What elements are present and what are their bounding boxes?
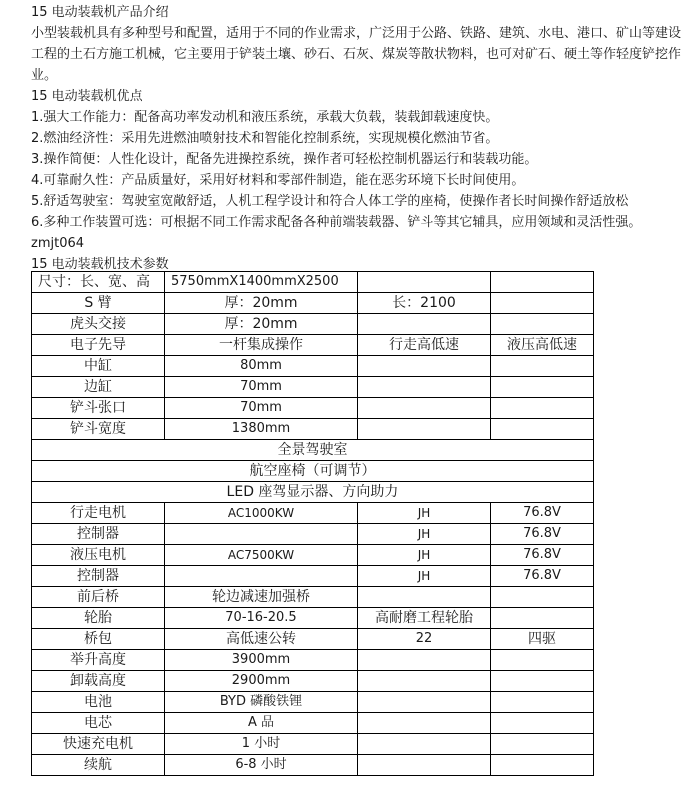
spec-value: A 品 [165,713,358,734]
spec-label: 前后桥 [32,587,165,608]
spec-label: 举升高度 [32,650,165,671]
spec-merged-cell: LED 座驾显示器、方向助力 [32,482,594,503]
spec-label: 边缸 [32,377,165,398]
spec-cell [491,713,594,734]
intro-text: 小型装载机具有多种型号和配置，适用于不同的作业需求，广泛用于公路、铁路、建筑、水电、港口、矿山等建设工程的土石方施工机械，它主要用于铲装土壤、砂石、石灰、煤炭等散状物料，也可对矿石、硬土等作轻度铲挖作业。 [31,26,682,83]
spec-cell [358,419,491,440]
spec-cell [358,272,491,293]
spec-label: 轮胎 [32,608,165,629]
spec-cell [491,419,594,440]
spec-cell: 四驱 [491,629,594,650]
spec-label: 控制器 [32,524,165,545]
spec-cell [358,587,491,608]
spec-value [165,524,358,545]
spec-cell [358,650,491,671]
table-row [32,440,594,461]
table-row [32,524,594,545]
table-row [32,377,594,398]
spec-value: BYD 磷酸铁锂 [165,692,358,713]
spec-cell [358,314,491,335]
table-row [32,608,594,629]
advantage-item: 6.多种工作装置可选：可根据不同工作需求配备各种前端装载器、铲斗等其它辅具，应用领域和灵活性强。 [31,215,642,230]
spec-value: 1 小时 [165,734,358,755]
spec-label: 电池 [32,692,165,713]
table-row [32,503,594,524]
spec-cell [358,356,491,377]
spec-value: 2900mm [165,671,358,692]
table-row [32,734,594,755]
spec-label: 虎头交接 [32,314,165,335]
spec-cell: 行走高低速 [358,335,491,356]
table-row [32,293,594,314]
spec-value: 1380mm [165,419,358,440]
spec-table [31,271,594,776]
table-row [32,566,594,587]
spec-cell [491,377,594,398]
spec-cell: 76.8V [491,545,594,566]
spec-value: AC1000KW [165,503,358,524]
spec-label: 液压电机 [32,545,165,566]
spec-cell [491,671,594,692]
spec-cell [491,755,594,776]
spec-cell [358,734,491,755]
spec-cell: 76.8V [491,566,594,587]
document-body [31,2,693,275]
table-row [32,755,594,776]
intro-title: 15 电动装载机产品介绍 [31,5,169,20]
spec-label: 中缸 [32,356,165,377]
spec-cell [491,293,594,314]
table-row [32,587,594,608]
spec-cell [491,356,594,377]
spec-cell [491,734,594,755]
spec-label: 控制器 [32,566,165,587]
spec-cell [491,272,594,293]
spec-cell: JH [358,524,491,545]
spec-value [165,566,358,587]
spec-cell [491,398,594,419]
spec-cell [358,755,491,776]
spec-cell [491,587,594,608]
table-row [32,461,594,482]
spec-value: 70-16-20.5 [165,608,358,629]
table-row [32,335,594,356]
spec-cell [358,377,491,398]
spec-value: 厚：20mm [165,293,358,314]
table-row [32,314,594,335]
table-row [32,419,594,440]
spec-cell: JH [358,566,491,587]
spec-label: 快速充电机 [32,734,165,755]
spec-value: 一杆集成操作 [165,335,358,356]
spec-label: 行走电机 [32,503,165,524]
spec-value: 6-8 小时 [165,755,358,776]
table-row [32,692,594,713]
spec-value: 80mm [165,356,358,377]
table-row [32,398,594,419]
table-row [32,545,594,566]
spec-cell: JH [358,503,491,524]
advantage-item: 1.强大工作能力：配备高功率发动机和液压系统，承载大负载，装载卸载速度快。 [31,110,499,125]
spec-merged-cell: 航空座椅（可调节） [32,461,594,482]
spec-cell [491,608,594,629]
advantage-item: 2.燃油经济性：采用先进燃油喷射技术和智能化控制系统，实现规模化燃油节省。 [31,131,499,146]
spec-value: AC7500KW [165,545,358,566]
model-code: zmjt064 [31,236,85,251]
spec-value: 5750mmX1400mmX2500 [165,272,358,293]
spec-value: 厚：20mm [165,314,358,335]
table-row [32,629,594,650]
spec-merged-cell: 全景驾驶室 [32,440,594,461]
spec-cell: 长：2100 [358,293,491,314]
spec-cell [358,713,491,734]
table-row [32,272,594,293]
advantages-title: 15 电动装载机优点 [31,89,143,104]
spec-label: 尺寸：长、宽、高 [32,272,165,293]
spec-label: 电芯 [32,713,165,734]
table-row [32,650,594,671]
table-row [32,482,594,503]
spec-label: 卸载高度 [32,671,165,692]
spec-value: 3900mm [165,650,358,671]
spec-cell [358,398,491,419]
spec-value: 高低速公转 [165,629,358,650]
spec-cell [491,314,594,335]
table-row [32,356,594,377]
spec-cell: 液压高低速 [491,335,594,356]
spec-label: 电子先导 [32,335,165,356]
spec-label: 桥包 [32,629,165,650]
advantage-item: 3.操作简便：人性化设计，配备先进操控系统，操作者可轻松控制机器运行和装载功能。 [31,152,538,167]
spec-cell [358,671,491,692]
spec-cell [491,650,594,671]
advantage-item: 4.可靠耐久性：产品质量好，采用好材料和零部件制造，能在恶劣环境下长时间使用。 [31,173,525,188]
advantage-item: 5.舒适驾驶室：驾驶室宽敞舒适，人机工程学设计和符合人体工学的座椅，使操作者长时间操作舒适放松 [31,194,629,209]
table-row [32,671,594,692]
spec-cell: 22 [358,629,491,650]
spec-cell: 76.8V [491,503,594,524]
spec-label: 续航 [32,755,165,776]
spec-label: S 臂 [32,293,165,314]
spec-value: 轮边减速加强桥 [165,587,358,608]
spec-label: 铲斗张口 [32,398,165,419]
spec-value: 70mm [165,377,358,398]
spec-cell [491,692,594,713]
spec-cell: 76.8V [491,524,594,545]
spec-value: 70mm [165,398,358,419]
spec-cell: JH [358,545,491,566]
table-row [32,713,594,734]
spec-label: 铲斗宽度 [32,419,165,440]
spec-cell [358,692,491,713]
spec-cell: 高耐磨工程轮胎 [358,608,491,629]
specs-title: 15 电动装载机技术参数 [31,257,169,272]
